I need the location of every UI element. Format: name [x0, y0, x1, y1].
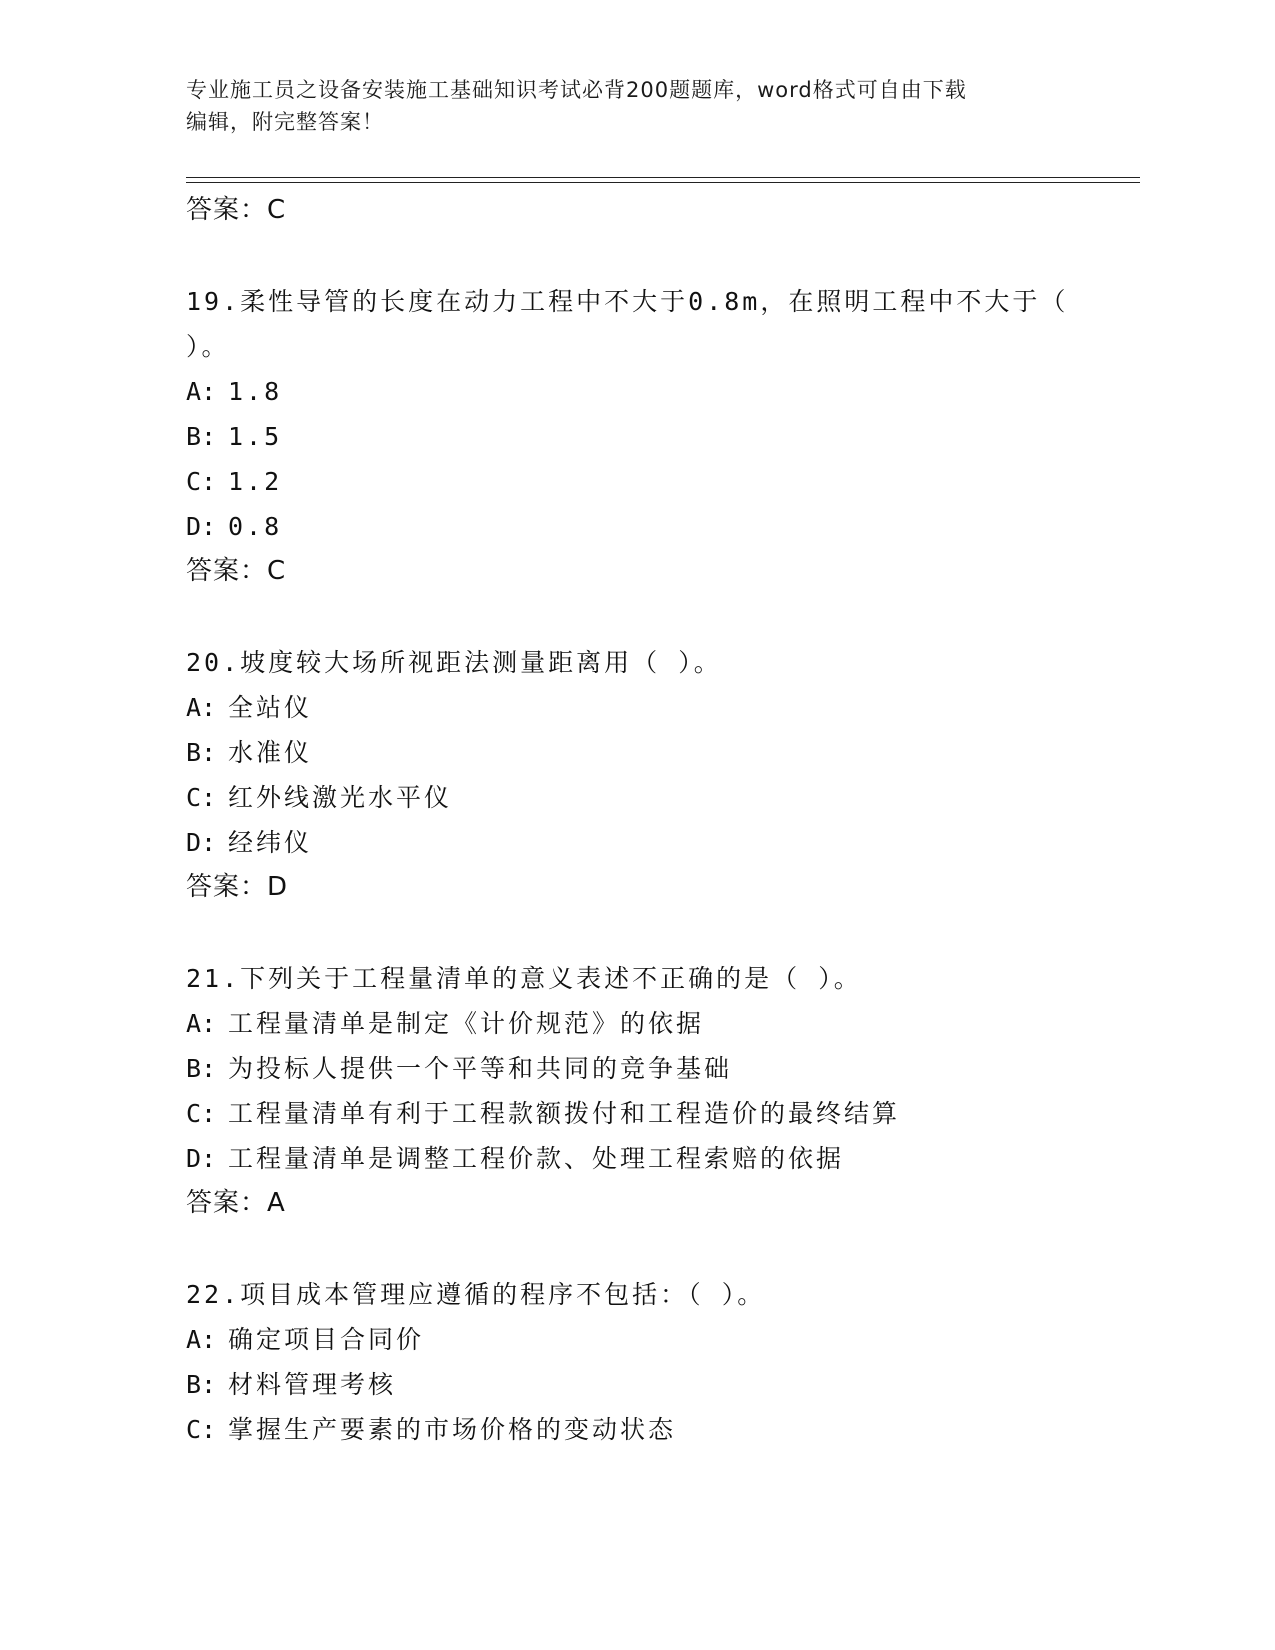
option-key: B:	[186, 738, 217, 767]
header-title-line-2: 编辑，附完整答案！	[186, 110, 384, 134]
answer-line: 答案：D	[186, 872, 289, 902]
option-text: 工程量清单是调整工程价款、处理工程索赔的依据	[228, 1144, 845, 1173]
question-20	[186, 640, 1086, 910]
option-key: A:	[186, 693, 217, 722]
header-divider-top	[186, 177, 1140, 178]
option-key: C:	[186, 1415, 217, 1444]
option-text: 工程量清单是制定《计价规范》的依据	[228, 1009, 705, 1038]
option-a	[186, 369, 1086, 414]
option-text: 红外线激光水平仪	[228, 783, 453, 812]
question-text: 21.下列关于工程量清单的意义表述不正确的是（ ）。	[186, 964, 862, 993]
question-text: 22.项目成本管理应遵循的程序不包括：（ ）。	[186, 1280, 766, 1309]
option-b	[186, 414, 1086, 459]
option-d	[186, 504, 1086, 549]
question-text: 20.坡度较大场所视距法测量距离用（ ）。	[186, 648, 722, 677]
option-text: 0.8	[228, 512, 283, 541]
option-b	[186, 1362, 1086, 1407]
option-text: 1.8	[228, 377, 283, 406]
option-text: 水准仪	[228, 738, 313, 767]
option-key: C:	[186, 467, 217, 496]
option-key: D:	[186, 1144, 217, 1173]
option-text: 1.2	[228, 467, 283, 496]
option-key: C:	[186, 783, 217, 812]
option-key: D:	[186, 828, 217, 857]
answer-line: 答案：A	[186, 1188, 286, 1218]
option-key: A:	[186, 377, 217, 406]
header-title-line-1: 专业施工员之设备安装施工基础知识考试必背200题题库，word格式可自由下载	[186, 78, 967, 102]
option-c	[186, 1091, 1086, 1136]
option-b	[186, 730, 1086, 775]
option-key: B:	[186, 422, 217, 451]
option-d	[186, 1136, 1086, 1181]
option-key: B:	[186, 1370, 217, 1399]
option-text: 材料管理考核	[228, 1370, 397, 1399]
option-key: A:	[186, 1325, 217, 1354]
option-c	[186, 1407, 1086, 1452]
option-text: 确定项目合同价	[228, 1325, 425, 1354]
option-text: 1.5	[228, 422, 283, 451]
option-key: B:	[186, 1054, 217, 1083]
option-b	[186, 1046, 1086, 1091]
option-text: 全站仪	[228, 693, 313, 722]
question-list	[186, 188, 1086, 1452]
question-19	[186, 279, 1086, 594]
option-c	[186, 459, 1086, 504]
question-text: 19.柔性导管的长度在动力工程中不大于0.8m，在照明工程中不大于（	[186, 287, 1069, 316]
answer-line: 答案：C	[186, 556, 287, 586]
option-text: 掌握生产要素的市场价格的变动状态	[228, 1415, 677, 1444]
answer-line: 答案：C	[186, 195, 287, 225]
option-text: 工程量清单有利于工程款额拨付和工程造价的最终结算	[228, 1099, 901, 1128]
option-key: A:	[186, 1009, 217, 1038]
option-d	[186, 820, 1086, 865]
header-divider-bottom	[186, 182, 1140, 183]
document-header	[186, 74, 1066, 138]
question-22	[186, 1272, 1086, 1452]
option-a	[186, 1317, 1086, 1362]
option-text: 为投标人提供一个平等和共同的竞争基础	[228, 1054, 733, 1083]
question-21	[186, 956, 1086, 1226]
option-key: D:	[186, 512, 217, 541]
option-key: C:	[186, 1099, 217, 1128]
option-a	[186, 685, 1086, 730]
option-text: 经纬仪	[228, 828, 313, 857]
option-a	[186, 1001, 1086, 1046]
question-text: ）。	[186, 332, 230, 361]
option-c	[186, 775, 1086, 820]
